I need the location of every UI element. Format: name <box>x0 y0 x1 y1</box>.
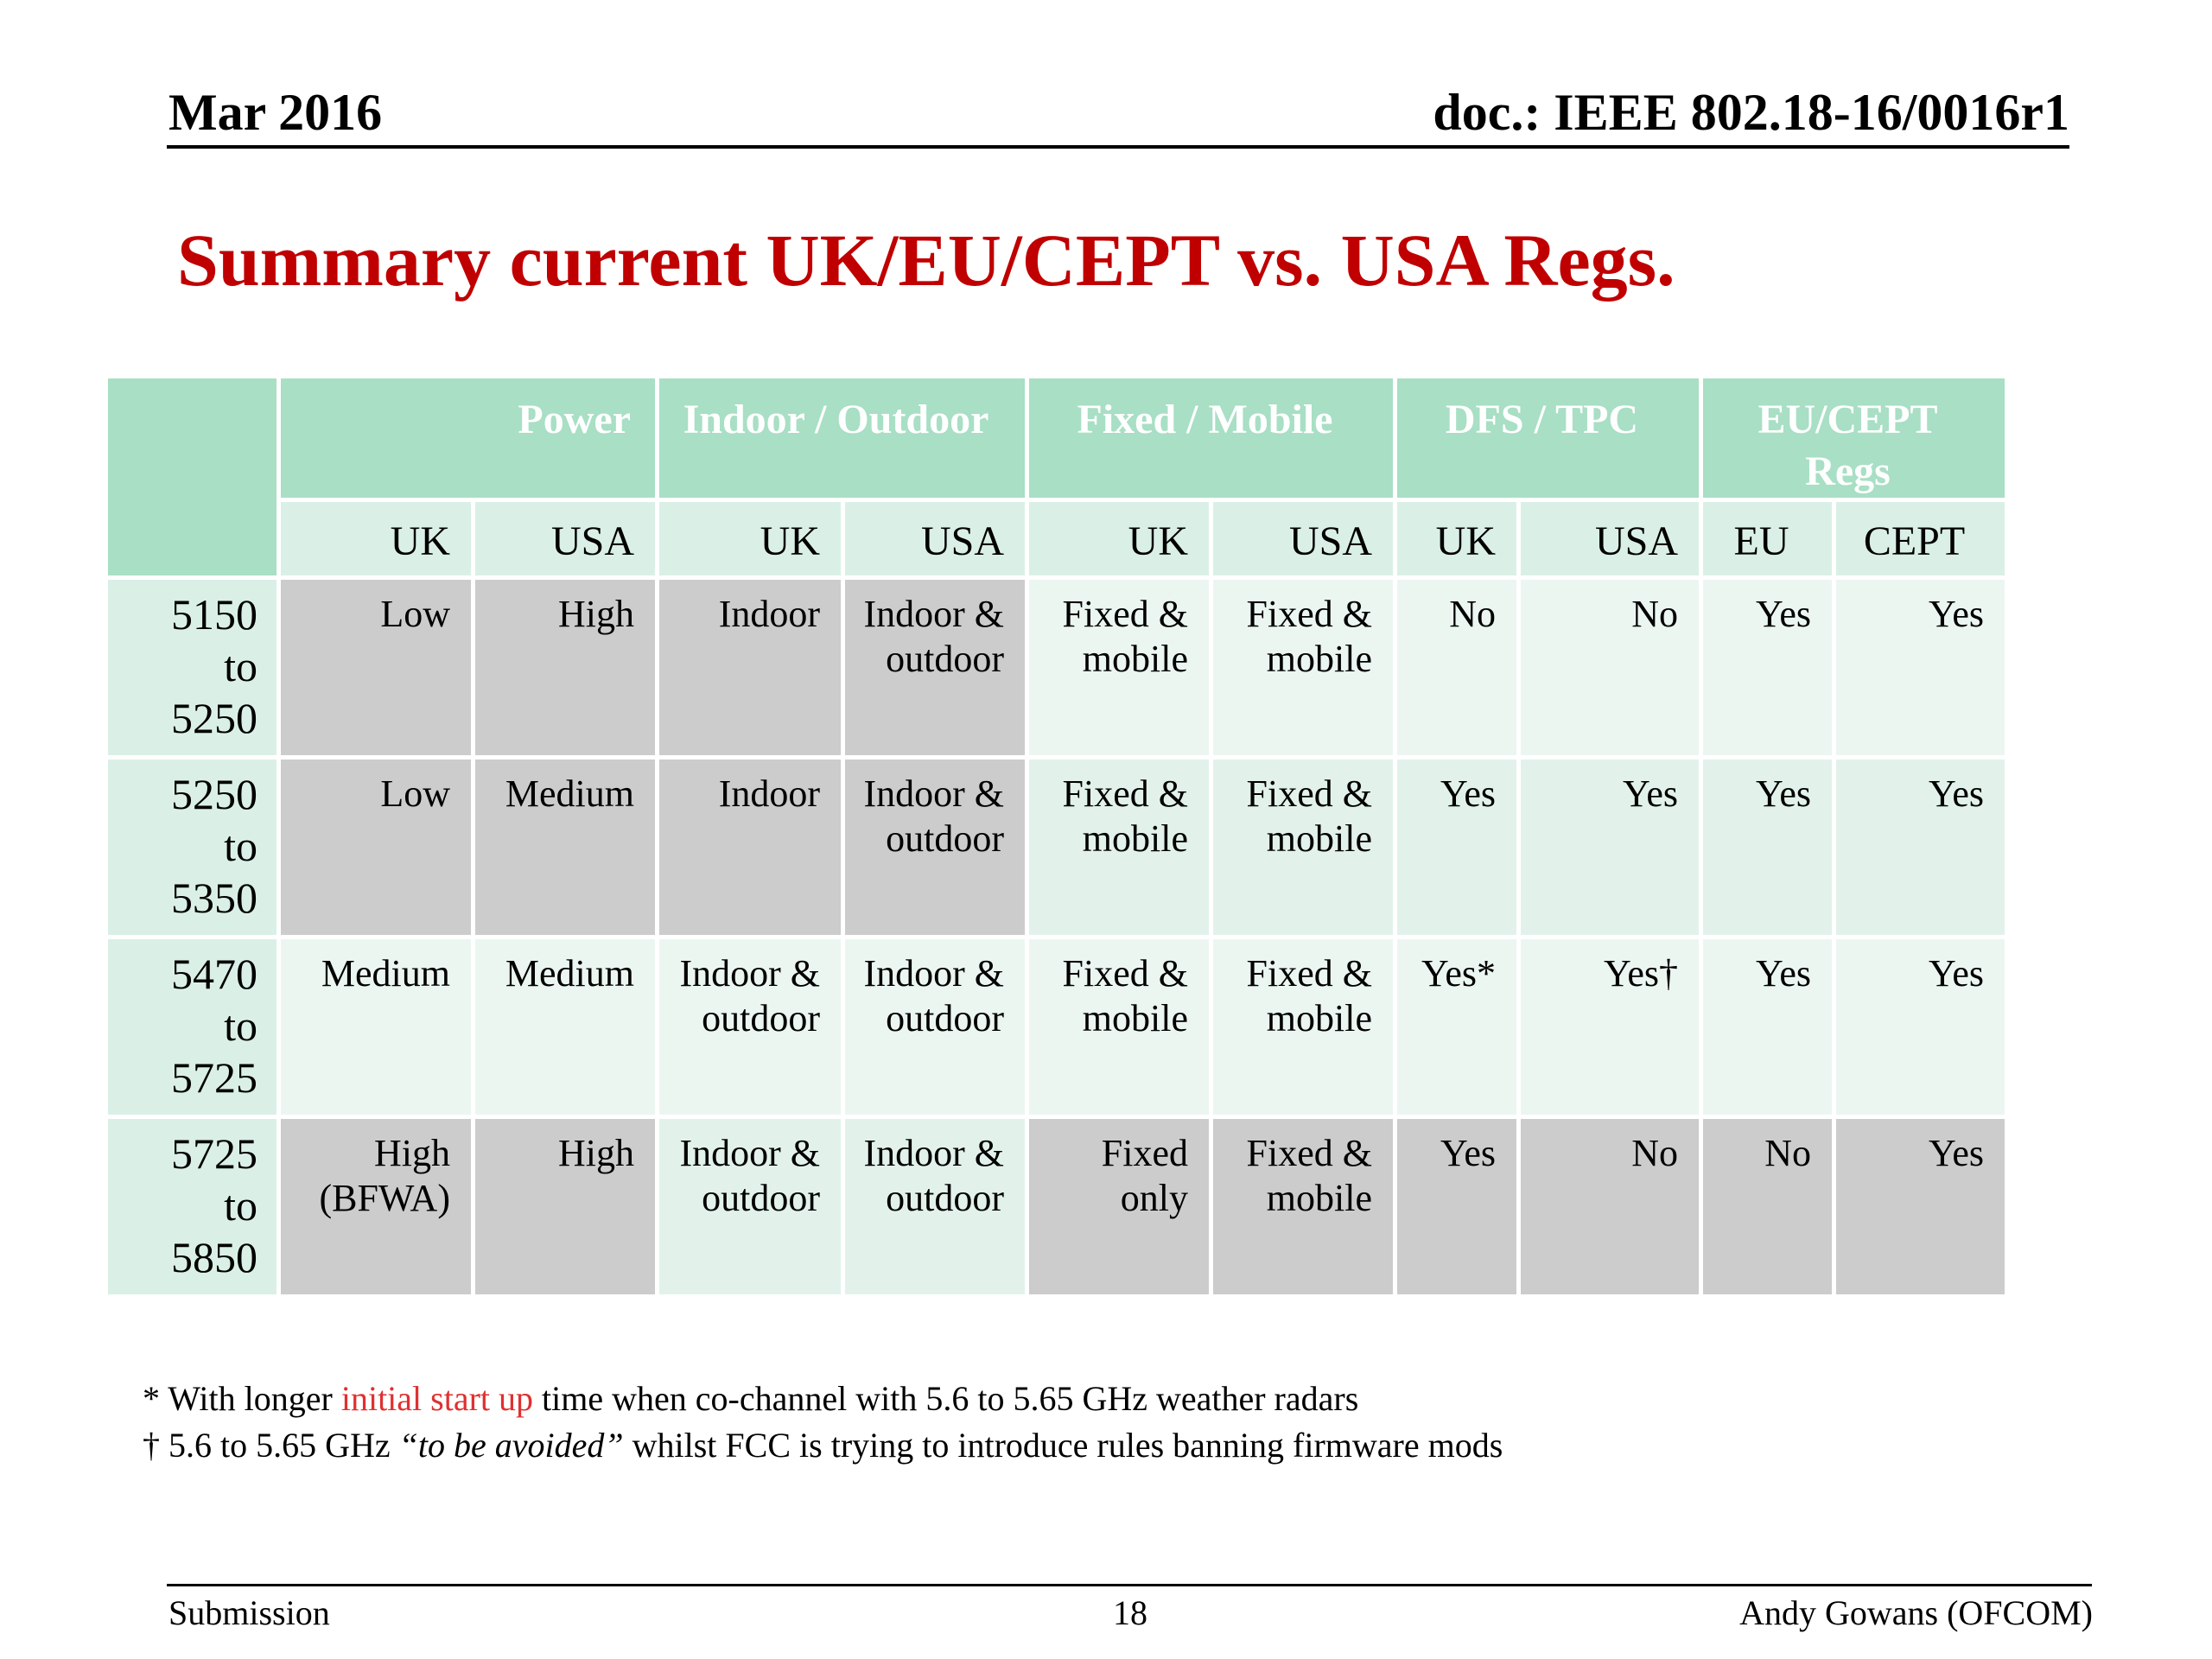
footer-page-number: 18 <box>1113 1593 1147 1632</box>
band-line: 5250 <box>171 694 257 742</box>
cell-line: outdoor <box>886 817 1004 860</box>
cell-fm-uk <box>1027 578 1211 758</box>
cell-line: High <box>558 1132 634 1174</box>
cell-eu <box>1701 758 1834 938</box>
cell-io-uk <box>658 1117 843 1297</box>
group-header-indoor-outdoor: Indoor / Outdoor <box>658 377 1027 500</box>
cell-power-usa <box>474 758 658 938</box>
band-cell <box>106 938 279 1117</box>
band-cell <box>106 578 279 758</box>
cell-line: Medium <box>505 772 634 815</box>
cell-fm-usa <box>1211 578 1395 758</box>
cell-dfs-uk <box>1395 578 1519 758</box>
footer-author: Andy Gowans (OFCOM) <box>1739 1593 2093 1632</box>
sub-header-power-uk: UK <box>279 500 474 578</box>
cell-eu <box>1701 578 1834 758</box>
cell-fm-usa <box>1211 758 1395 938</box>
cell-power-uk <box>279 1117 474 1297</box>
cell-power-uk <box>279 578 474 758</box>
band-line: 5150 <box>171 590 257 639</box>
footnote-dagger-italic: “to be avoided” <box>398 1426 624 1465</box>
cell-io-uk <box>658 938 843 1117</box>
cell-line: Yes <box>1440 1132 1496 1174</box>
cell-fm-usa <box>1211 1117 1395 1297</box>
cell-fm-uk <box>1027 758 1211 938</box>
band-cell <box>106 758 279 938</box>
header-doc-id: doc.: IEEE 802.18-16/0016r1 <box>1433 84 2069 141</box>
cell-eu <box>1701 1117 1834 1297</box>
cell-line: mobile <box>1082 638 1188 680</box>
cell-line: mobile <box>1082 997 1188 1039</box>
sub-header-io-uk: UK <box>658 500 843 578</box>
cell-line: Yes† <box>1603 952 1678 995</box>
band-line: 5725 <box>171 1129 257 1178</box>
corner-cell <box>106 377 279 578</box>
cell-line: outdoor <box>886 638 1004 680</box>
table-row <box>106 938 2007 1117</box>
cell-dfs-uk <box>1395 938 1519 1117</box>
cell-fm-uk <box>1027 1117 1211 1297</box>
cell-line: High <box>374 1132 450 1174</box>
sub-header-row <box>106 500 2007 578</box>
cell-line: Yes <box>1928 1132 1984 1174</box>
header-date: Mar 2016 <box>168 84 383 141</box>
cell-dfs-usa <box>1519 758 1701 938</box>
table-row <box>106 758 2007 938</box>
cell-line: No <box>1764 1132 1811 1174</box>
cell-line: Low <box>380 593 450 635</box>
cell-line: Fixed & <box>1246 772 1372 815</box>
sub-header-dfs-usa: USA <box>1519 500 1701 578</box>
cell-dfs-usa <box>1519 938 1701 1117</box>
cell-io-usa <box>843 1117 1027 1297</box>
cell-io-usa <box>843 578 1027 758</box>
footnote-dagger-suffix: whilst FCC is trying to introduce rules banning firmware mods <box>623 1426 1503 1465</box>
cell-eu <box>1701 938 1834 1117</box>
cell-fm-usa <box>1211 938 1395 1117</box>
cell-line: outdoor <box>886 997 1004 1039</box>
cell-line: outdoor <box>886 1177 1004 1219</box>
band-line: 5725 <box>171 1053 257 1102</box>
cell-line: No <box>1449 593 1496 635</box>
band-line: 5470 <box>171 950 257 998</box>
cell-line: Indoor & <box>863 952 1004 995</box>
cell-dfs-usa <box>1519 578 1701 758</box>
cell-line: Fixed & <box>1246 593 1372 635</box>
cell-line: Yes <box>1622 772 1678 815</box>
cell-line: Indoor & <box>863 1132 1004 1174</box>
cell-line: No <box>1631 593 1678 635</box>
cell-power-uk <box>279 938 474 1117</box>
cell-io-usa <box>843 758 1027 938</box>
footnote-asterisk-highlight: initial start up <box>340 1379 534 1418</box>
cell-line: mobile <box>1266 638 1372 680</box>
band-line: 5250 <box>171 770 257 818</box>
sub-header-fm-usa: USA <box>1211 500 1395 578</box>
cell-line: Fixed & <box>1062 952 1188 995</box>
cell-line: Fixed & <box>1246 952 1372 995</box>
band-line: 5350 <box>171 874 257 922</box>
cell-line: Fixed & <box>1246 1132 1372 1174</box>
cell-line: High <box>558 593 634 635</box>
cell-line: Yes <box>1755 772 1811 815</box>
group-header-dfs-tpc: DFS / TPC <box>1395 377 1701 500</box>
cell-io-usa <box>843 938 1027 1117</box>
group-header-fixed-mobile: Fixed / Mobile <box>1027 377 1395 500</box>
cell-line: Fixed <box>1101 1132 1188 1174</box>
cell-power-usa <box>474 578 658 758</box>
footnote-asterisk-prefix: * With longer <box>143 1379 341 1418</box>
cell-io-uk <box>658 758 843 938</box>
cell-power-uk <box>279 758 474 938</box>
table-row <box>106 1117 2007 1297</box>
cell-dfs-uk <box>1395 1117 1519 1297</box>
cell-power-usa <box>474 1117 658 1297</box>
cell-line: Fixed & <box>1062 772 1188 815</box>
slide-title: Summary current UK/EU/CEPT vs. USA Regs. <box>177 219 1675 302</box>
cell-cept <box>1834 758 2007 938</box>
cell-cept <box>1834 1117 2007 1297</box>
cell-line: Medium <box>505 952 634 995</box>
band-cell <box>106 1117 279 1297</box>
band-line: to <box>224 642 257 690</box>
cell-line: Yes <box>1928 593 1984 635</box>
cell-line: Medium <box>321 952 450 995</box>
cell-line: Yes <box>1928 952 1984 995</box>
cell-line: Low <box>380 772 450 815</box>
cell-line: outdoor <box>702 997 820 1039</box>
cell-line: Yes <box>1440 772 1496 815</box>
cell-line: Indoor & <box>863 593 1004 635</box>
sub-header-dfs-uk: UK <box>1395 500 1519 578</box>
sub-header-io-usa: USA <box>843 500 1027 578</box>
cell-cept <box>1834 938 2007 1117</box>
band-line: to <box>224 1181 257 1230</box>
cell-line: Indoor & <box>679 952 820 995</box>
cell-dfs-uk <box>1395 758 1519 938</box>
footnote-dagger <box>143 1422 1503 1469</box>
cell-line: Indoor <box>718 772 820 815</box>
footnotes <box>143 1376 1503 1469</box>
footer-rule <box>167 1584 2092 1586</box>
cell-cept <box>1834 578 2007 758</box>
sub-header-eu: EU <box>1701 500 1834 578</box>
footnote-asterisk-suffix: time when co-channel with 5.6 to 5.65 GHz weather radars <box>533 1379 1359 1418</box>
band-line: to <box>224 1001 257 1050</box>
group-header-eu-cept-regs: EU/CEPT Regs <box>1701 377 2007 500</box>
cell-line: Fixed & <box>1062 593 1188 635</box>
cell-line: Indoor <box>718 593 820 635</box>
cell-dfs-usa <box>1519 1117 1701 1297</box>
footnote-asterisk <box>143 1376 1503 1422</box>
cell-line: Yes* <box>1421 952 1496 995</box>
cell-line: only <box>1120 1177 1188 1219</box>
cell-line: Indoor & <box>863 772 1004 815</box>
cell-line: Indoor & <box>679 1132 820 1174</box>
cell-line: outdoor <box>702 1177 820 1219</box>
table-row <box>106 578 2007 758</box>
sub-header-cept: CEPT <box>1834 500 2007 578</box>
cell-line: Yes <box>1755 952 1811 995</box>
group-header-row <box>106 377 2007 500</box>
cell-line: No <box>1631 1132 1678 1174</box>
sub-header-power-usa: USA <box>474 500 658 578</box>
cell-line: mobile <box>1266 997 1372 1039</box>
cell-line: Yes <box>1928 772 1984 815</box>
cell-line: Yes <box>1755 593 1811 635</box>
header-rule <box>167 145 2069 149</box>
footnote-dagger-prefix: † 5.6 to 5.65 GHz <box>143 1426 399 1465</box>
cell-line: mobile <box>1082 817 1188 860</box>
cell-io-uk <box>658 578 843 758</box>
band-line: 5850 <box>171 1233 257 1281</box>
footer-submission: Submission <box>168 1593 330 1632</box>
cell-line: mobile <box>1266 817 1372 860</box>
band-line: to <box>224 822 257 870</box>
regulations-table <box>104 374 2009 1299</box>
cell-power-usa <box>474 938 658 1117</box>
cell-line: mobile <box>1266 1177 1372 1219</box>
table-body <box>106 578 2007 1297</box>
group-header-power: Power <box>279 377 658 500</box>
cell-fm-uk <box>1027 938 1211 1117</box>
sub-header-fm-uk: UK <box>1027 500 1211 578</box>
cell-line: (BFWA) <box>319 1177 450 1219</box>
